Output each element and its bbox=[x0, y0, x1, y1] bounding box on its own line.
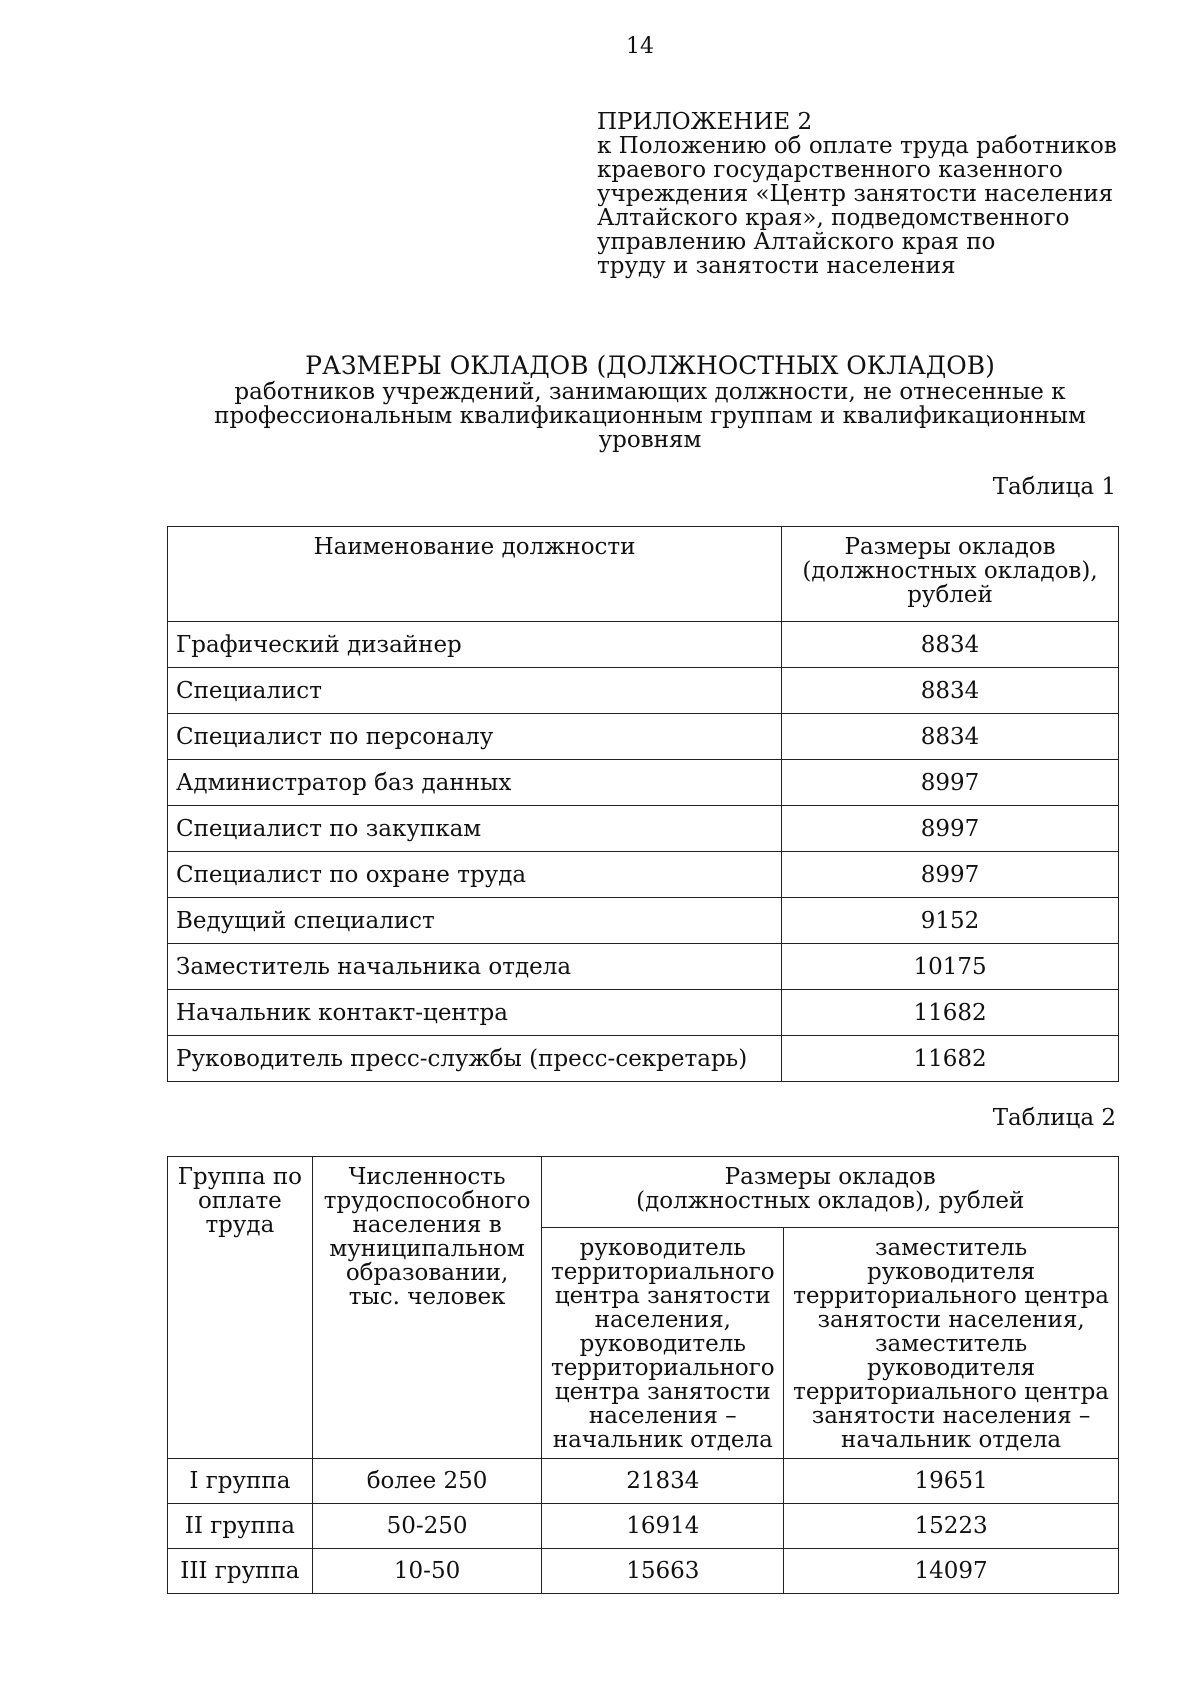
position-cell: Заместитель начальника отдела bbox=[168, 944, 782, 990]
table-row bbox=[168, 1036, 1119, 1082]
position-cell: Специалист по охране труда bbox=[168, 852, 782, 898]
population-cell: 10-50 bbox=[312, 1549, 542, 1594]
header-line: руководитель bbox=[579, 1235, 746, 1261]
table2-caption: Таблица 2 bbox=[992, 1105, 1116, 1131]
group-cell: III группа bbox=[168, 1549, 313, 1594]
header-salary-line: (должностных окладов), bbox=[802, 558, 1098, 584]
position-cell: Ведущий специалист bbox=[168, 898, 782, 944]
table1-caption: Таблица 1 bbox=[992, 474, 1116, 500]
position-cell: Специалист по персоналу bbox=[168, 714, 782, 760]
header-line: занятости населения – bbox=[811, 1403, 1091, 1429]
heading-line: профессиональным квалификационным группам и квалификационным bbox=[214, 403, 1086, 429]
header-line: Размеры окладов bbox=[724, 1164, 936, 1190]
header-line: территориального bbox=[550, 1259, 775, 1285]
table-2 bbox=[167, 1156, 1119, 1594]
header-salary-line: Размеры окладов bbox=[844, 534, 1056, 560]
header-line: трудоспособного bbox=[323, 1188, 531, 1214]
table-header-row bbox=[168, 527, 1119, 622]
position-cell: Графический дизайнер bbox=[168, 622, 782, 668]
header-salary-line: рублей bbox=[907, 582, 993, 608]
position-cell: Начальник контакт-центра bbox=[168, 990, 782, 1036]
header-salary bbox=[542, 1157, 1119, 1228]
salary-cell: 8997 bbox=[782, 806, 1119, 852]
table-header-row bbox=[168, 1157, 1119, 1228]
position-cell: Руководитель пресс-службы (пресс-секретарь) bbox=[168, 1036, 782, 1082]
group-cell: I группа bbox=[168, 1459, 313, 1504]
document-heading bbox=[150, 352, 1150, 452]
table-row bbox=[168, 1504, 1119, 1549]
header-line: руководителя bbox=[866, 1355, 1036, 1381]
table-row bbox=[168, 668, 1119, 714]
header-line: начальник отдела bbox=[841, 1427, 1062, 1453]
appendix-line: учреждения «Центр занятости населения bbox=[597, 181, 1114, 207]
header-line: территориального центра bbox=[793, 1379, 1110, 1405]
header-line: территориального bbox=[550, 1355, 775, 1381]
header-line: муниципальном bbox=[329, 1236, 525, 1262]
header-line: руководителя bbox=[866, 1259, 1036, 1285]
header-line: заместитель bbox=[875, 1331, 1028, 1357]
head-salary-cell: 15663 bbox=[542, 1549, 784, 1594]
salary-cell: 11682 bbox=[782, 1036, 1119, 1082]
table-row bbox=[168, 1459, 1119, 1504]
header-line: труда bbox=[205, 1212, 275, 1238]
table-row bbox=[168, 622, 1119, 668]
header-line: центра занятости bbox=[554, 1379, 771, 1405]
deputy-salary-cell: 19651 bbox=[784, 1459, 1119, 1504]
position-cell: Администратор баз данных bbox=[168, 760, 782, 806]
header-line: (должностных окладов), рублей bbox=[636, 1188, 1025, 1214]
appendix-line: управлению Алтайского края по bbox=[597, 229, 996, 255]
heading-line: уровням bbox=[598, 427, 702, 453]
header-line: тыс. человек bbox=[348, 1284, 506, 1310]
header-line: занятости населения, bbox=[817, 1307, 1085, 1333]
table-row bbox=[168, 806, 1119, 852]
deputy-salary-cell: 14097 bbox=[784, 1549, 1119, 1594]
salary-cell: 9152 bbox=[782, 898, 1119, 944]
table-row bbox=[168, 1549, 1119, 1594]
header-line: центра занятости bbox=[554, 1283, 771, 1309]
table-row bbox=[168, 898, 1119, 944]
table-row bbox=[168, 852, 1119, 898]
appendix-line: ПРИЛОЖЕНИЕ 2 bbox=[597, 109, 813, 135]
page-number: 14 bbox=[626, 34, 654, 59]
header-line: населения, bbox=[594, 1307, 731, 1333]
salary-cell: 8997 bbox=[782, 760, 1119, 806]
header-line: населения в bbox=[352, 1212, 502, 1238]
salary-cell: 8834 bbox=[782, 714, 1119, 760]
header-population bbox=[312, 1157, 542, 1459]
population-cell: 50-250 bbox=[312, 1504, 542, 1549]
header-salary bbox=[782, 527, 1119, 622]
header-group bbox=[168, 1157, 313, 1459]
position-cell: Специалист bbox=[168, 668, 782, 714]
head-salary-cell: 16914 bbox=[542, 1504, 784, 1549]
header-line: образовании, bbox=[345, 1260, 509, 1286]
header-line: заместитель bbox=[875, 1235, 1028, 1261]
header-line: начальник отдела bbox=[552, 1427, 773, 1453]
header-line: руководитель bbox=[579, 1331, 746, 1357]
table-row bbox=[168, 760, 1119, 806]
population-cell: более 250 bbox=[312, 1459, 542, 1504]
salary-cell: 8997 bbox=[782, 852, 1119, 898]
appendix-line: труду и занятости населения bbox=[597, 253, 956, 279]
deputy-salary-cell: 15223 bbox=[784, 1504, 1119, 1549]
heading-line: работников учреждений, занимающих должности, не отнесенные к bbox=[234, 379, 1066, 405]
table-row bbox=[168, 944, 1119, 990]
table-1 bbox=[167, 526, 1119, 1082]
position-cell: Специалист по закупкам bbox=[168, 806, 782, 852]
head-salary-cell: 21834 bbox=[542, 1459, 784, 1504]
salary-cell: 8834 bbox=[782, 622, 1119, 668]
header-line: Численность bbox=[348, 1164, 506, 1190]
header-line: территориального центра bbox=[793, 1283, 1110, 1309]
header-head bbox=[542, 1228, 784, 1459]
salary-cell: 10175 bbox=[782, 944, 1119, 990]
header-position: Наименование должности bbox=[168, 527, 782, 622]
appendix-line: к Положению об оплате труда работников bbox=[597, 133, 1117, 159]
header-line: Группа по bbox=[177, 1164, 303, 1190]
appendix-line: краевого государственного казенного bbox=[597, 157, 1063, 183]
appendix-line: Алтайского края», подведомственного bbox=[597, 205, 1070, 231]
salary-cell: 8834 bbox=[782, 668, 1119, 714]
header-deputy bbox=[784, 1228, 1119, 1459]
heading-title: РАЗМЕРЫ ОКЛАДОВ (ДОЛЖНОСТНЫХ ОКЛАДОВ) bbox=[305, 351, 995, 380]
header-line: оплате bbox=[197, 1188, 282, 1214]
header-line: населения – bbox=[588, 1403, 737, 1429]
table-row bbox=[168, 714, 1119, 760]
group-cell: II группа bbox=[168, 1504, 313, 1549]
salary-cell: 11682 bbox=[782, 990, 1119, 1036]
appendix-block bbox=[597, 110, 1117, 278]
table-row bbox=[168, 990, 1119, 1036]
